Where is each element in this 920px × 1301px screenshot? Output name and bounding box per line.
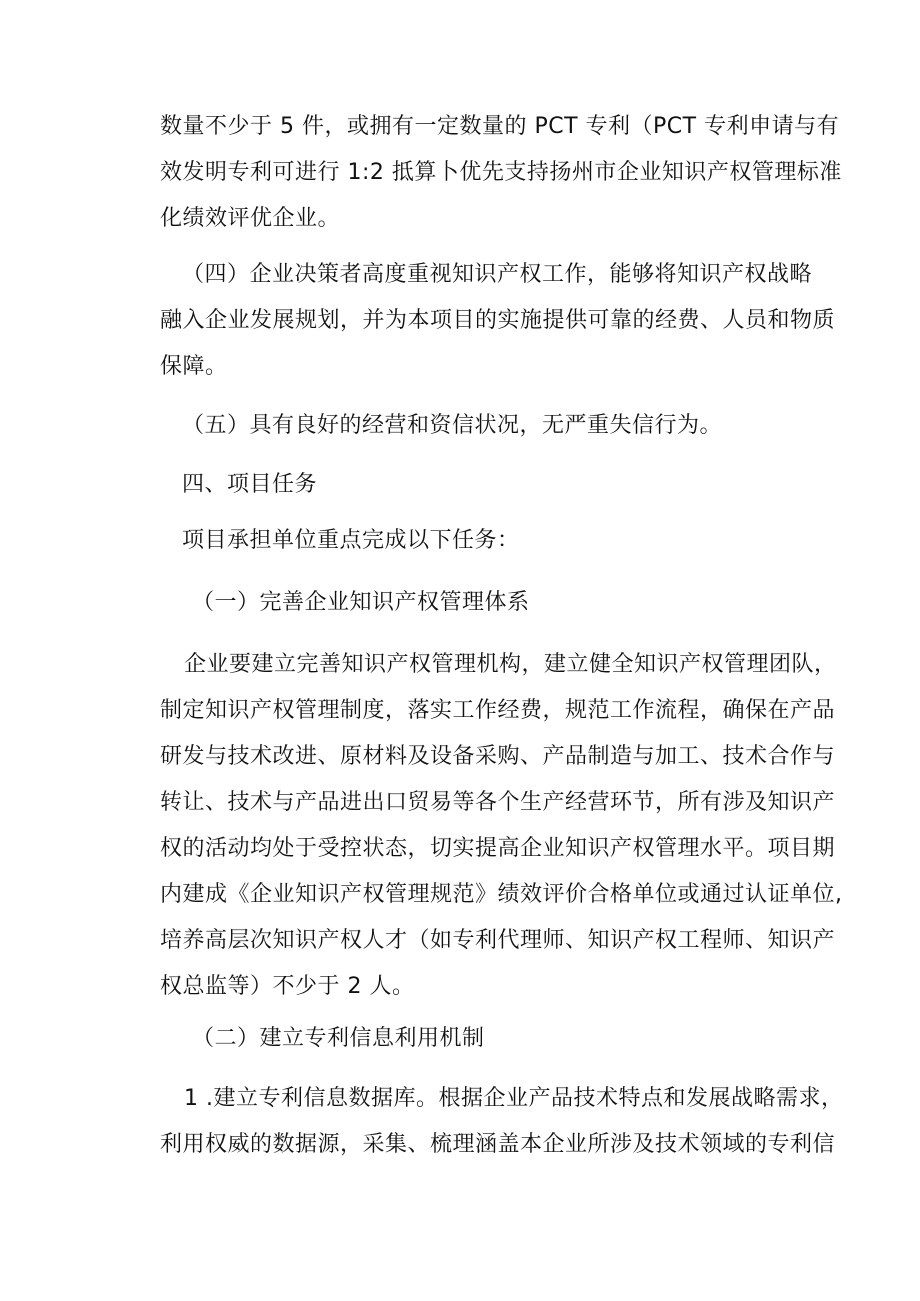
text-line: （一）完善企业知识产权管理体系 xyxy=(192,590,530,615)
text-line: 融入企业发展规划，并为本项目的实施提供可靠的经费、人员和物质 xyxy=(160,308,836,333)
paragraph-patent-quantity xyxy=(0,104,920,242)
paragraph-patent-database xyxy=(0,1076,920,1168)
text-line: （四）企业决策者高度重视知识产权工作，能够将知识产权战略 xyxy=(182,262,813,287)
text-line: （二）建立专利信息利用机制 xyxy=(192,1026,485,1051)
text-line: 内建成《企业知识产权管理规范》绩效评价合格单位或通过认证单位, xyxy=(160,882,843,907)
text-line: 企业要建立完善知识产权管理机构，建立健全知识产权管理团队， xyxy=(184,652,837,677)
text-line: 研发与技术改进、原材料及设备采购、产品制造与加工、技术合作与 xyxy=(160,744,836,769)
text-line: 权的活动均处于受控状态，切实提高企业知识产权管理水平。项目期 xyxy=(160,836,836,861)
text-line: 效发明专利可进行 1:2 抵算卜优先支持扬州市企业知识产权管理标准 xyxy=(160,160,842,185)
paragraph-item-five xyxy=(0,403,920,449)
text-line: 数量不少于 5 件，或拥有一定数量的 PCT 专利（PCT 专利申请与有 xyxy=(160,114,840,139)
text-line: 四、项目任务 xyxy=(182,472,318,497)
paragraph-task-intro xyxy=(0,518,920,564)
text-line: 1 .建立专利信息数据库。根据企业产品技术特点和发展战略需求， xyxy=(184,1086,844,1111)
paragraph-item-four xyxy=(0,252,920,390)
text-line: 培养高层次知识产权人才（如专利代理师、知识产权工程师、知识产 xyxy=(160,928,836,953)
text-line: 项目承担单位重点完成以下任务： xyxy=(182,528,520,553)
paragraph-ip-management-detail xyxy=(0,642,920,1010)
text-line: （五）具有良好的经营和资信状况，无严重失信行为。 xyxy=(182,413,723,438)
text-line: 保障。 xyxy=(160,354,228,379)
text-line: 转让、技术与产品进出口贸易等各个生产经营环节，所有涉及知识产 xyxy=(160,790,836,815)
subheading-patent-information xyxy=(0,1016,920,1062)
text-line: 制定知识产权管理制度，落实工作经费，规范工作流程，确保在产品 xyxy=(160,698,836,723)
text-line: 化绩效评优企业。 xyxy=(160,206,341,231)
subheading-ip-management-system xyxy=(0,580,920,626)
section-heading-project-tasks xyxy=(0,462,920,508)
text-line: 利用权威的数据源，采集、梳理涵盖本企业所涉及技术领域的专利信 xyxy=(160,1132,836,1157)
text-line: 权总监等）不少于 2 人。 xyxy=(160,974,415,999)
